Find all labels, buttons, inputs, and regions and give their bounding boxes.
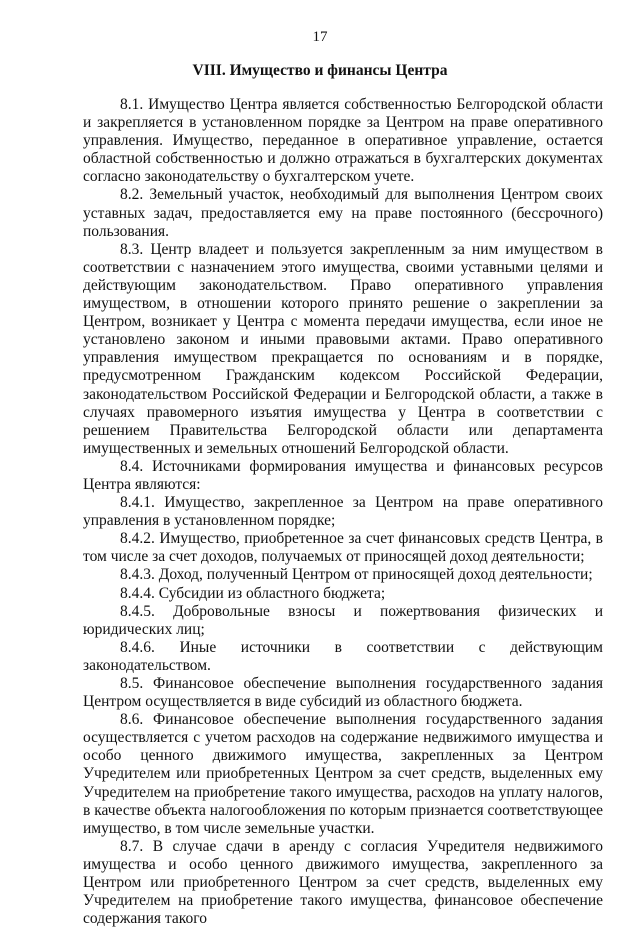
paragraph-8-7: 8.7. В случае сдачи в аренду с согласия Учредителя недвижимого имущества и особо ценного движимого имущества, закрепленного за Центром или приобретенного Центром за счет средств, выделенных ему Учредителем на приобретение такого имущества, финансовое обеспечение содержания такого xyxy=(83,837,603,928)
paragraph-8-4-1: 8.4.1. Имущество, закрепленное за Центром на праве оперативного управления в установленном порядке; xyxy=(83,494,603,530)
paragraph-8-4-4: 8.4.4. Субсидии из областного бюджета; xyxy=(120,584,386,602)
document-body xyxy=(83,96,603,928)
paragraph-8-1: 8.1. Имущество Центра является собственностью Белгородской области и закрепляется в установленном порядке за Центром на праве оперативного управления. Имущество, переданное в оперативное управление, остается областной собственностью и должно отражаться в бухгалтерских документах согласно законодательству о бухгалтерском учете. xyxy=(83,96,603,186)
paragraph-8-5: 8.5. Финансовое обеспечение выполнения государственного задания Центром осуществляется в виде субсидий из областного бюджета. xyxy=(83,675,603,711)
paragraph-8-3: 8.3. Центр владеет и пользуется закрепленным за ним имуществом в соответствии с назначением этого имущества, своими уставными целями и действующим законодательством. Право оперативного управления имуществом, в отношении которого принято решение о закреплении за Центром, возникает у Центра с момента передачи имущества, если иное не установлено законом и иными правовыми актами. Право оперативного управления имуществом прекращается по основаниям и в порядке, предусмотренном Гражданским кодексом Российской Федерации, законодательством Российской Федерации и Белгородской области, а также в случаях правомерного изъятия имущества у Центра в соответствии с решением Правительства Белгородской области или департамента имущественных и земельных отношений Белгородской области. xyxy=(83,240,603,457)
paragraph-8-2: 8.2. Земельный участок, необходимый для выполнения Центром своих уставных задач, предоставляется ему на праве постоянного (бессрочного) пользования. xyxy=(83,186,603,240)
paragraph-8-4: 8.4. Источниками формирования имущества и финансовых ресурсов Центра являются: xyxy=(83,457,603,493)
section-heading: VIII. Имущество и финансы Центра xyxy=(192,62,448,79)
paragraph-8-4-2: 8.4.2. Имущество, приобретенное за счет финансовых средств Центра, в том числе за счет доходов, получаемых от приносящей доход деятельности; xyxy=(83,530,603,566)
paragraph-8-4-3: 8.4.3. Доход, полученный Центром от приносящей доход деятельности; xyxy=(120,566,593,584)
paragraph-8-6: 8.6. Финансовое обеспечение выполнения государственного задания осуществляется с учетом расходов на содержание недвижимого имущества и особо ценного движимого имущества, закрепленных за Центром Учредителем или приобретенных Центром за счет средств, выделенных ему Учредителем на приобретение такого имущества, расходов на уплату налогов, в качестве объекта налогообложения по которым признается соответствующее имущество, в том числе земельные участки. xyxy=(83,711,603,837)
paragraph-8-4-5: 8.4.5. Добровольные взносы и пожертвования физических и юридических лиц; xyxy=(83,602,603,638)
paragraph-8-4-6: 8.4.6. Иные источники в соответствии с действующим законодательством. xyxy=(83,638,603,674)
page-number: 17 xyxy=(312,29,328,45)
